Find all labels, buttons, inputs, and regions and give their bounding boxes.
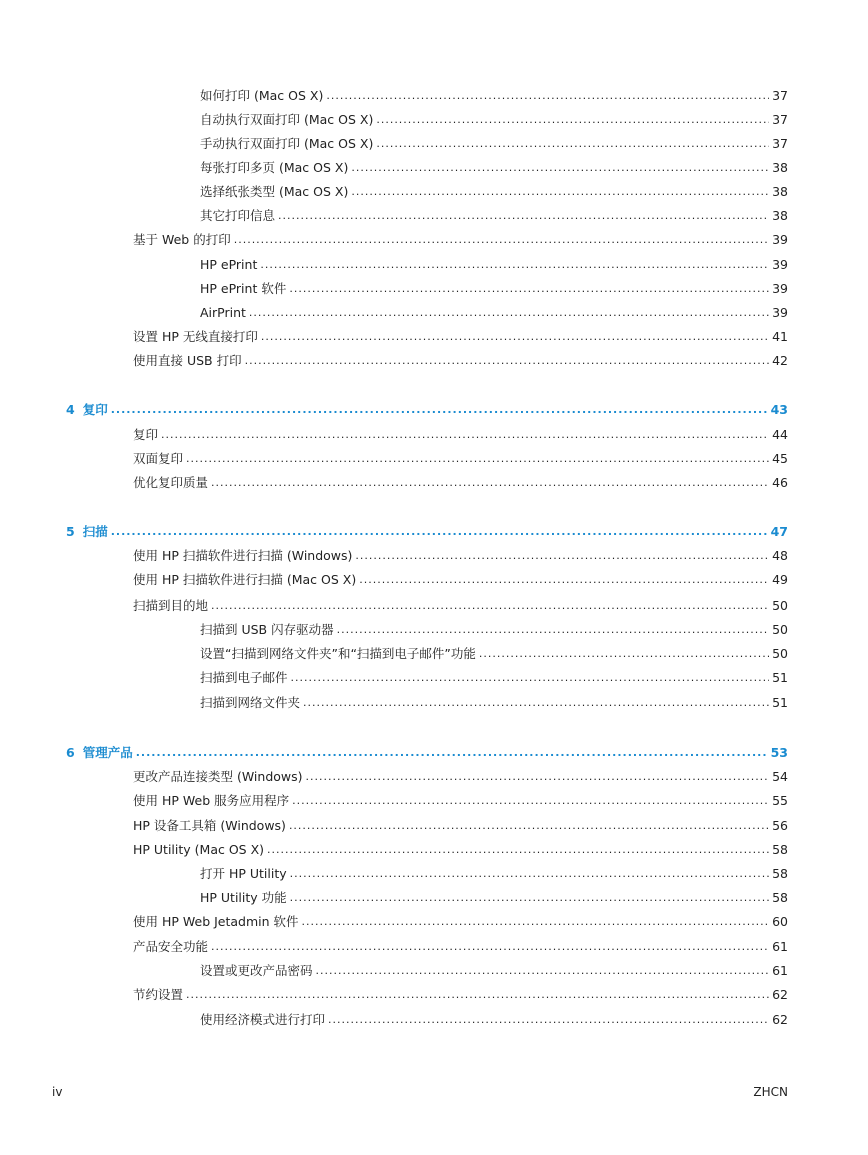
toc-page-number: 45 [772,451,788,466]
toc-entry-title: 扫描 [82,524,108,539]
toc-page-number: 48 [772,548,788,563]
toc-entry[interactable] [133,937,788,957]
toc-entry-title: 其它打印信息 [200,208,276,223]
toc-entry[interactable] [200,620,788,640]
toc-page-number: 50 [772,646,788,661]
toc-entry-title: 如何打印 (Mac OS X) [200,88,324,103]
toc-entry[interactable] [133,351,788,371]
dot-leader [355,546,769,566]
toc-entry[interactable] [200,693,788,713]
toc-entry-title: 使用 HP Web Jetadmin 软件 [133,914,299,929]
toc-entry-title: HP 设备工具箱 (Windows) [133,818,286,833]
toc-entry-title: HP Utility (Mac OS X) [133,842,265,857]
dot-leader [337,620,769,640]
toc-entry[interactable] [200,110,788,130]
dot-leader [351,182,769,202]
toc-entry-title: 手动执行双面打印 (Mac OS X) [200,136,374,151]
toc-entry-title: 使用 HP 扫描软件进行扫描 (Windows) [133,548,353,563]
toc-page-number: 55 [772,793,788,808]
page-number: iv [52,1085,63,1099]
toc-page-number: 51 [772,695,788,710]
dot-leader [186,985,769,1005]
toc-entry-title: 优化复印质量 [133,475,209,490]
toc-page-number: 54 [772,769,788,784]
toc-entry[interactable] [200,279,788,299]
toc-entry-title: 复印 [82,402,108,417]
toc-page-number: 46 [772,475,788,490]
toc-entry-title: 打开 HP Utility [200,866,287,881]
toc-entry[interactable] [200,206,788,226]
toc-entry[interactable] [200,134,788,154]
toc-entry-title: 基于 Web 的打印 [133,232,231,247]
toc-entry-title: 节约设置 [133,987,184,1002]
toc-entry[interactable] [200,668,788,688]
dot-leader [186,449,769,469]
toc-entry[interactable] [133,473,788,493]
dot-leader [161,425,769,445]
toc-entry-title: 更改产品连接类型 (Windows) [133,769,303,784]
dot-leader [249,303,769,323]
toc-page-number: 56 [772,818,788,833]
toc-entry[interactable] [200,864,788,884]
toc-page-number: 38 [772,184,788,199]
toc-entry-title: 双面复印 [133,451,184,466]
toc-page-number: 53 [770,745,788,760]
toc-entry-title: 使用 HP 扫描软件进行扫描 (Mac OS X) [133,572,357,587]
toc-chapter-entry[interactable] [66,522,788,542]
toc-entry[interactable] [133,327,788,347]
toc-entry-title: 复印 [133,427,159,442]
toc-page-number: 37 [772,112,788,127]
toc-entry-title: 选择纸张类型 (Mac OS X) [200,184,349,199]
toc-page-number: 43 [770,402,788,417]
toc-entry[interactable] [133,985,788,1005]
toc-page-number: 61 [772,963,788,978]
toc-page-number: 39 [772,281,788,296]
dot-leader [292,791,769,811]
toc-entry-title: 产品安全功能 [133,939,209,954]
toc-entry[interactable] [200,86,788,106]
toc-entry[interactable] [200,158,788,178]
toc-entry[interactable] [133,816,788,836]
toc-entry-title: 每张打印多页 (Mac OS X) [200,160,349,175]
dot-leader [351,158,769,178]
dot-leader [479,644,769,664]
toc-page-number: 60 [772,914,788,929]
dot-leader [289,279,769,299]
toc-entry[interactable] [200,255,788,275]
toc-page-number: 44 [772,427,788,442]
dot-leader [376,110,769,130]
toc-page-number: 58 [772,842,788,857]
toc-entry[interactable] [133,546,788,566]
toc-entry[interactable] [133,767,788,787]
dot-leader [111,522,768,542]
dot-leader [326,86,769,106]
dot-leader [289,816,769,836]
toc-entry[interactable] [133,425,788,445]
toc-entry[interactable] [133,230,788,250]
toc-entry[interactable] [200,644,788,664]
toc-entry-title: 扫描到网络文件夹 [200,695,301,710]
chapter-number: 6 [66,745,75,760]
toc-entry-title: HP Utility 功能 [200,890,287,905]
dot-leader [303,693,769,713]
dot-leader [290,864,769,884]
toc-entry[interactable] [133,449,788,469]
toc-chapter-entry[interactable] [66,743,788,763]
toc-entry-title: 使用经济模式进行打印 [200,1012,326,1027]
dot-leader [290,888,769,908]
dot-leader [234,230,769,250]
toc-page-number: 39 [772,232,788,247]
toc-page-number: 39 [772,257,788,272]
toc-page-number: 39 [772,305,788,320]
toc-entry[interactable] [200,888,788,908]
toc-page-number: 58 [772,866,788,881]
dot-leader [278,206,769,226]
dot-leader [211,937,769,957]
toc-page-number: 51 [772,670,788,685]
toc-entry[interactable] [200,182,788,202]
toc-page-number: 62 [772,1012,788,1027]
dot-leader [376,134,769,154]
dot-leader [306,767,770,787]
toc-page-number: 37 [772,88,788,103]
toc-chapter-entry[interactable] [66,400,788,420]
toc-entry-title: HP ePrint 软件 [200,281,287,296]
dot-leader [328,1010,769,1030]
toc-page-number: 58 [772,890,788,905]
toc-entry[interactable] [133,570,788,590]
dot-leader [267,840,769,860]
toc-page-number: 50 [772,598,788,613]
toc-page-number: 37 [772,136,788,151]
toc-entry-title: 使用 HP Web 服务应用程序 [133,793,290,808]
toc-entry[interactable] [200,303,788,323]
toc-page-number: 50 [772,622,788,637]
toc-entry[interactable] [133,840,788,860]
toc-entry-title: 扫描到电子邮件 [200,670,288,685]
toc-entry[interactable] [133,912,788,932]
toc-entry[interactable] [200,961,788,981]
dot-leader [316,961,770,981]
toc-entry[interactable] [133,596,788,616]
toc-entry-title: 设置 HP 无线直接打印 [133,329,258,344]
toc-entry-title: HP ePrint [200,257,258,272]
toc-page-number: 42 [772,353,788,368]
dot-leader [302,912,770,932]
toc-entry[interactable] [200,1010,788,1030]
dot-leader [261,327,769,347]
dot-leader [211,473,769,493]
toc-entry-title: 设置“扫描到网络文件夹”和“扫描到电子邮件”功能 [200,646,476,661]
toc-page-number: 47 [770,524,788,539]
toc-page-number: 38 [772,208,788,223]
toc-page-number: 38 [772,160,788,175]
toc-page-number: 41 [772,329,788,344]
toc-page-number: 49 [772,572,788,587]
dot-leader [260,255,769,275]
dot-leader [291,668,770,688]
language-code: ZHCN [753,1085,788,1099]
toc-entry-title: 自动执行双面打印 (Mac OS X) [200,112,374,127]
toc-page-number: 61 [772,939,788,954]
dot-leader [136,743,768,763]
toc-entry[interactable] [133,791,788,811]
toc-entry-title: 管理产品 [82,745,133,760]
dot-leader [245,351,769,371]
chapter-number: 5 [66,524,75,539]
dot-leader [359,570,769,590]
toc-entry-title: AirPrint [200,305,246,320]
dot-leader [211,596,769,616]
toc-entry-title: 使用直接 USB 打印 [133,353,242,368]
dot-leader [111,400,768,420]
toc-entry-title: 设置或更改产品密码 [200,963,313,978]
toc-entry-title: 扫描到 USB 闪存驱动器 [200,622,334,637]
toc-page-number: 62 [772,987,788,1002]
toc-entry-title: 扫描到目的地 [133,598,209,613]
chapter-number: 4 [66,402,75,417]
